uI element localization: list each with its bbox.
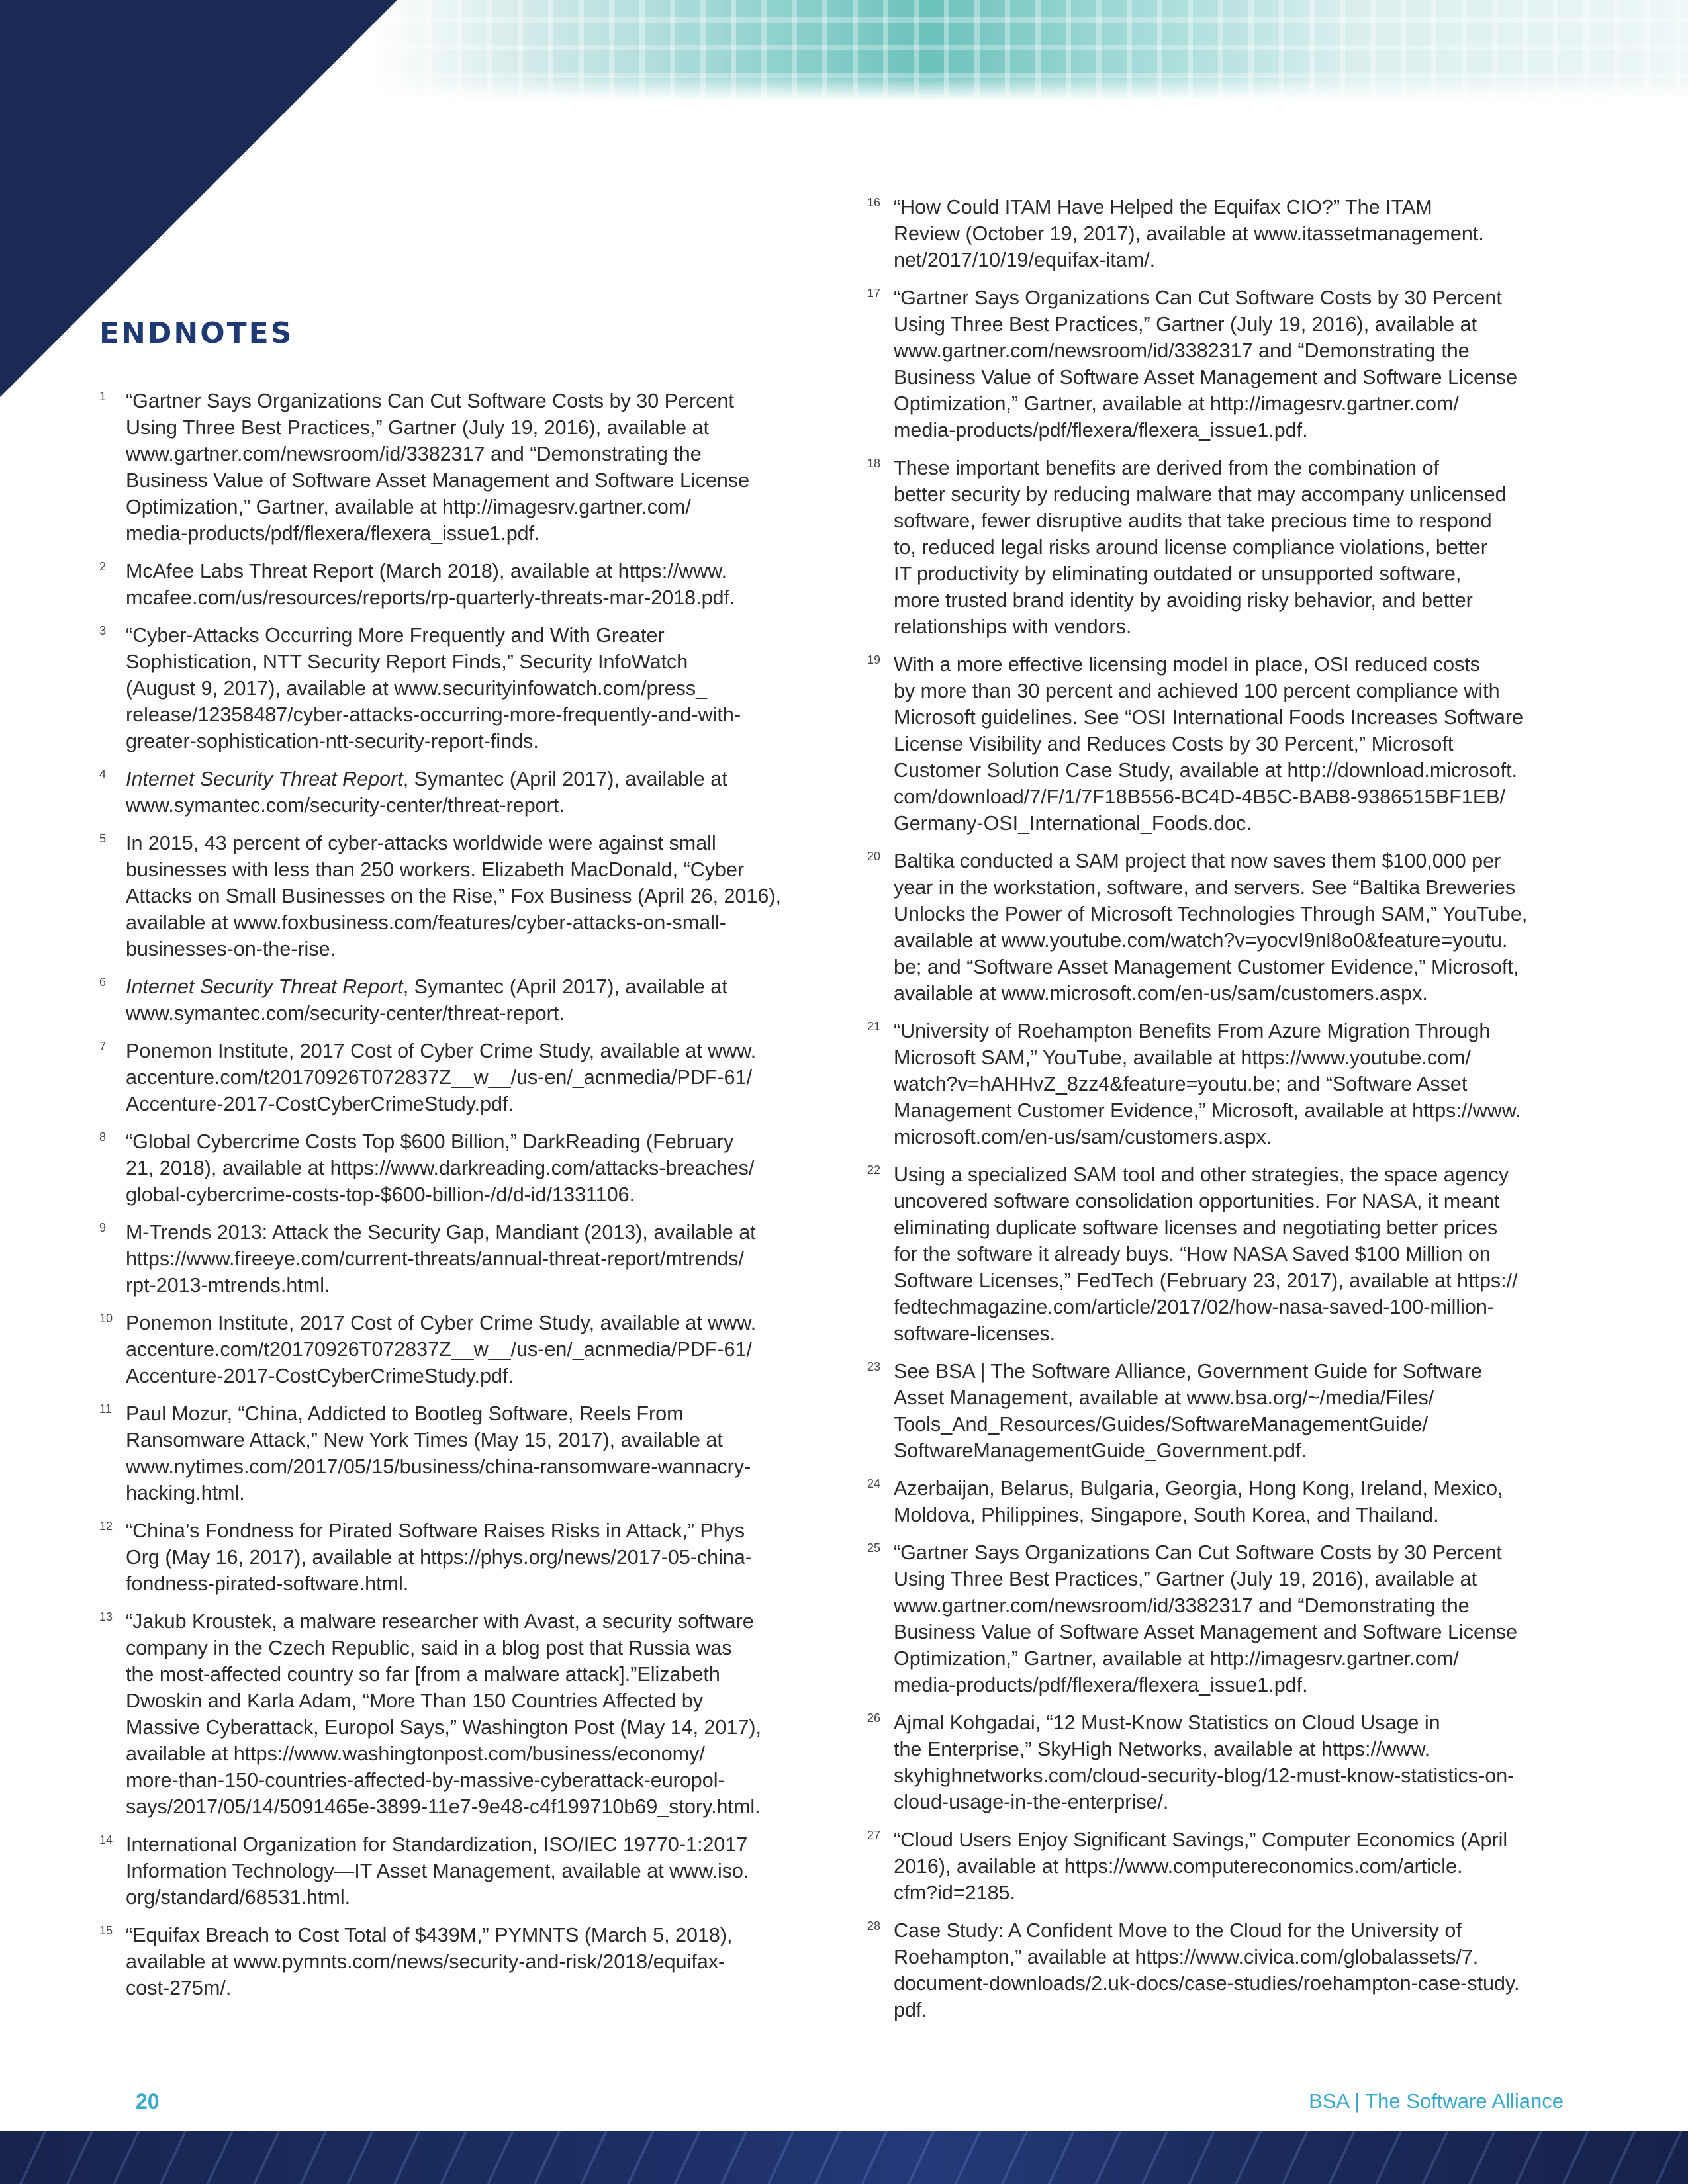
endnote-item xyxy=(99,1219,801,1298)
endnote-text: “China’s Fondness for Pirated Software Raises Risks in Attack,” Phys Org (May 16, 2017), available at https://phys.org/news/2017-05-china- fondness-pirated-software.html. xyxy=(126,1520,753,1595)
endnote-text: Baltika conducted a SAM project that now saves them $100,000 per year in the workstation, software, and servers. See “Baltika Breweries Unlocks the Power of Microsoft Technologies Through SAM,” YouTube, available at www.youtube.com/watch?v=yocvI9nl8o0&feature=youtu. be; and “Software Asset Management Customer Evidence,” Microsoft, available at www.microsoft.com/en-us/sam/customers.aspx. xyxy=(894,850,1528,1005)
endnote-item xyxy=(867,1827,1569,1906)
endnote-text: Azerbaijan, Belarus, Bulgaria, Georgia, Hong Kong, Ireland, Mexico, Moldova, Philippines, Singapore, South Korea, and Thailand. xyxy=(894,1477,1503,1526)
endnote-item xyxy=(99,1038,801,1117)
bottom-band xyxy=(0,2131,1688,2184)
endnote-number: 16 xyxy=(867,196,881,209)
endnote-text: Ponemon Institute, 2017 Cost of Cyber Crime Study, available at www. accenture.com/t20170926T072837Z__w__/us-en/_acnmedia/PDF-61/ Accenture-2017-CostCyberCrimeStudy.pdf. xyxy=(126,1040,757,1115)
endnote-number: 21 xyxy=(867,1020,881,1033)
endnote-text: “Gartner Says Organizations Can Cut Software Costs by 30 Percent Using Three Best Practices,” Gartner (July 19, 2016), available at www.gartner.com/newsroom/id/3382317 and “Demonstrating the Business Value of Software Asset Management and Software License Optimization,” Gartner, available at http://imagesrv.gartner.com/ media-products/pdf/flexera/flexera_issue1.pdf. xyxy=(894,287,1518,441)
endnote-item xyxy=(99,388,801,547)
endnote-item xyxy=(867,1475,1569,1528)
bottom-band-pattern xyxy=(0,2131,1688,2184)
endnote-text: M-Trends 2013: Attack the Security Gap, Mandiant (2013), available at https://www.fireeye.com/current-threats/annual-threat-report/mtrends/ rpt-2013-mtrends.html. xyxy=(126,1221,756,1297)
endnote-number: 25 xyxy=(867,1541,881,1555)
endnote-text: Case Study: A Confident Move to the Cloud for the University of Roehampton,” available at https://www.civica.com/globalassets/7. document-downloads/2.uk-docs/case-studies/roehampton-case-study. pdf. xyxy=(894,1919,1520,2021)
endnote-item xyxy=(867,1709,1569,1815)
endnote-number: 4 xyxy=(99,768,107,781)
endnote-text: “Jakub Kroustek, a malware researcher with Avast, a security software company in the Czech Republic, said in a blog post that Russia was the most-affected country so far [from a malware attack].”Elizabeth Dwoskin and Karla Adam, “More Than 150 Countries Affected by Massive Cyberattack, Europol Says,” Washington Post (May 14, 2017), available at https://www.washingtonpost.com/business/economy/ more-than-150-countries-affected-by-massive-cyberattack-europol- says/2017/05/14/5091465e-3899-11e7-9e48-c4f199710b69_story.html. xyxy=(126,1610,762,1818)
endnote-item xyxy=(867,285,1569,443)
endnote-item xyxy=(99,830,801,962)
endnote-text: Ponemon Institute, 2017 Cost of Cyber Crime Study, available at www. accenture.com/t20170926T072837Z__w__/us-en/_acnmedia/PDF-61/ Accenture-2017-CostCyberCrimeStudy.pdf. xyxy=(126,1312,757,1387)
endnote-text xyxy=(126,766,801,819)
endnote-item xyxy=(867,651,1569,837)
footer-org-name: BSA | The Software Alliance xyxy=(1309,2089,1564,2113)
endnote-text: See BSA | The Software Alliance, Government Guide for Software Asset Management, available at www.bsa.org/~/media/Files/ Tools_And_Resources/Guides/SoftwareManagementGuide/ SoftwareManagementGuide_Government.pdf. xyxy=(894,1360,1482,1462)
endnote-item xyxy=(867,455,1569,640)
endnote-number: 2 xyxy=(99,560,107,573)
endnote-number: 13 xyxy=(99,1610,113,1623)
endnote-item xyxy=(99,766,801,819)
endnote-number: 17 xyxy=(867,287,881,300)
endnote-text: “How Could ITAM Have Helped the Equifax CIO?” The ITAM Review (October 19, 2017), available at www.itassetmanagement. net/2017/10/19/equifax-itam/. xyxy=(894,196,1484,271)
endnote-item xyxy=(867,1917,1569,2023)
endnote-text: In 2015, 43 percent of cyber-attacks worldwide were against small businesses with less than 250 workers. Elizabeth MacDonald, “Cyber Attacks on Small Businesses on the Rise,” Fox Business (April 26, 2016), available at www.foxbusiness.com/features/cyber-attacks-on-small- businesses-on-the-rise. xyxy=(126,832,781,960)
endnote-number: 14 xyxy=(99,1833,113,1846)
endnote-number: 8 xyxy=(99,1130,107,1144)
endnote-item xyxy=(99,1128,801,1208)
endnote-item xyxy=(867,1358,1569,1464)
endnotes-right-column xyxy=(867,194,1569,2034)
endnotes-left-column xyxy=(99,388,801,2013)
endnote-item xyxy=(99,1400,801,1506)
endnote-text: Paul Mozur, “China, Addicted to Bootleg Software, Reels From Ransomware Attack,” New York Times (May 15, 2017), available at www.nytimes.com/2017/05/15/business/china-ransomware-wannacry- hacking.html. xyxy=(126,1402,751,1504)
endnote-item xyxy=(99,622,801,754)
endnote-text: “Gartner Says Organizations Can Cut Software Costs by 30 Percent Using Three Best Practices,” Gartner (July 19, 2016), available at www.gartner.com/newsroom/id/3382317 and “Demonstrating the Business Value of Software Asset Management and Software License Optimization,” Gartner, available at http://imagesrv.gartner.com/ media-products/pdf/flexera/flexera_issue1.pdf. xyxy=(126,390,750,545)
endnote-item xyxy=(99,1831,801,1911)
endnote-number: 26 xyxy=(867,1711,881,1725)
endnote-number: 28 xyxy=(867,1919,881,1933)
endnote-number: 3 xyxy=(99,624,107,637)
endnote-item xyxy=(99,558,801,611)
endnote-text-rest: , Symantec (April 2017), available at www.symantec.com/security-center/threat-report. xyxy=(126,768,727,817)
endnote-text: “Cyber-Attacks Occurring More Frequently and With Greater Sophistication, NTT Security Report Finds,” Security InfoWatch (August 9, 2017), available at www.securityinfowatch.com/press_ release/12358487/cyber-attacks-occurring-more-frequently-and-with- greater-sophistication-ntt-security-report-finds. xyxy=(126,624,741,752)
endnote-number: 12 xyxy=(99,1520,113,1533)
endnote-text: “Global Cybercrime Costs Top $600 Billion,” DarkReading (February 21, 2018), available at https://www.darkreading.com/attacks-breaches/ global-cybercrime-costs-top-$600-billion-/d/d-id/1331106. xyxy=(126,1130,755,1206)
endnote-text: McAfee Labs Threat Report (March 2018), available at https://www. mcafee.com/us/resources/reports/rp-quarterly-threats-mar-2018.pdf. xyxy=(126,560,735,609)
endnote-item xyxy=(867,848,1569,1007)
endnote-text: Using a specialized SAM tool and other strategies, the space agency uncovered software consolidation opportunities. For NASA, it meant eliminating duplicate software licenses and negotiating better prices for the software it already buys. “How NASA Saved $100 Million on Software Licenses,” FedTech (February 23, 2017), available at https:// fedtechmagazine.com/article/2017/02/how-nasa-saved-100-million- software-licenses. xyxy=(894,1163,1518,1345)
endnote-number: 20 xyxy=(867,850,881,863)
endnote-number: 18 xyxy=(867,457,881,470)
endnote-number: 10 xyxy=(99,1312,113,1325)
endnote-text: These important benefits are derived from the combination of better security by reducing malware that may accompany unlicensed software, fewer disruptive audits that take precious time to respond to, reduced legal risks around license compliance violations, better IT productivity by eliminating outdated or unsupported software, more trusted brand identity by avoiding risky behavior, and better relationships with vendors. xyxy=(894,457,1507,638)
endnote-italic-title: Internet Security Threat Report xyxy=(126,976,403,998)
endnote-item xyxy=(867,1539,1569,1698)
endnote-item xyxy=(99,1518,801,1597)
endnote-number: 19 xyxy=(867,653,881,666)
endnote-item xyxy=(99,1608,801,1820)
endnote-number: 15 xyxy=(99,1924,113,1937)
endnote-item xyxy=(867,1161,1569,1347)
endnote-text: “Equifax Breach to Cost Total of $439M,” PYMNTS (March 5, 2018), available at www.pymnts.com/news/security-and-risk/2018/equifax- cost-275m/. xyxy=(126,1924,733,1999)
endnote-number: 27 xyxy=(867,1829,881,1842)
endnote-number: 11 xyxy=(99,1402,112,1416)
endnote-text xyxy=(126,974,801,1026)
endnote-text: International Organization for Standardization, ISO/IEC 19770-1:2017 Information Technology—IT Asset Management, available at www.iso. org/standard/68531.html. xyxy=(126,1833,749,1909)
endnote-number: 5 xyxy=(99,832,107,845)
endnote-item xyxy=(99,1310,801,1389)
endnote-item xyxy=(867,1018,1569,1150)
endnote-text-rest: , Symantec (April 2017), available at www.symantec.com/security-center/threat-report. xyxy=(126,976,727,1024)
page-number: 20 xyxy=(136,2089,160,2113)
page-title: ENDNOTES xyxy=(99,316,294,350)
endnote-number: 22 xyxy=(867,1163,881,1177)
endnote-italic-title: Internet Security Threat Report xyxy=(126,768,403,790)
endnote-text: “University of Roehampton Benefits From Azure Migration Through Microsoft SAM,” YouTube, available at https://www.youtube.com/ watch?v=hAHHvZ_8zz4&feature=youtu.be; and “Software Asset Management Customer Evidence,” Microsoft, available at https://www. microsoft.com/en-us/sam/customers.aspx. xyxy=(894,1020,1521,1148)
endnote-item xyxy=(99,974,801,1026)
endnote-number: 6 xyxy=(99,976,107,989)
endnote-number: 9 xyxy=(99,1221,107,1234)
endnote-number: 1 xyxy=(99,390,107,403)
endnote-text: With a more effective licensing model in place, OSI reduced costs by more than 30 percent and achieved 100 percent compliance with Microsoft guidelines. See “OSI International Foods Increases Software License Visibility and Reduces Costs by 30 Percent,” Microsoft Customer Solution Case Study, available at http://download.microsoft. com/download/7/F/1/7F18B556-BC4D-4B5C-BAB8-9386515BF1EB/ Germany-OSI_International_Foods.doc. xyxy=(894,653,1524,835)
endnote-text: “Cloud Users Enjoy Significant Savings,” Computer Economics (April 2016), available at https://www.computereconomics.com/article. cfm?id=2185. xyxy=(894,1829,1508,1904)
endnote-text: Ajmal Kohgadai, “12 Must-Know Statistics on Cloud Usage in the Enterprise,” SkyHigh Networks, available at https://www. skyhighnetworks.com/cloud-security-blog/12-must-know-statistics-on- cloud-usage-in-the-enterprise/. xyxy=(894,1711,1515,1813)
endnote-text: “Gartner Says Organizations Can Cut Software Costs by 30 Percent Using Three Best Practices,” Gartner (July 19, 2016), available at www.gartner.com/newsroom/id/3382317 and “Demonstrating the Business Value of Software Asset Management and Software License Optimization,” Gartner, available at http://imagesrv.gartner.com/ media-products/pdf/flexera/flexera_issue1.pdf. xyxy=(894,1541,1518,1696)
endnote-number: 24 xyxy=(867,1477,881,1490)
endnote-number: 23 xyxy=(867,1360,881,1373)
endnote-item xyxy=(99,1922,801,2001)
endnote-item xyxy=(867,194,1569,273)
endnote-number: 7 xyxy=(99,1040,107,1053)
